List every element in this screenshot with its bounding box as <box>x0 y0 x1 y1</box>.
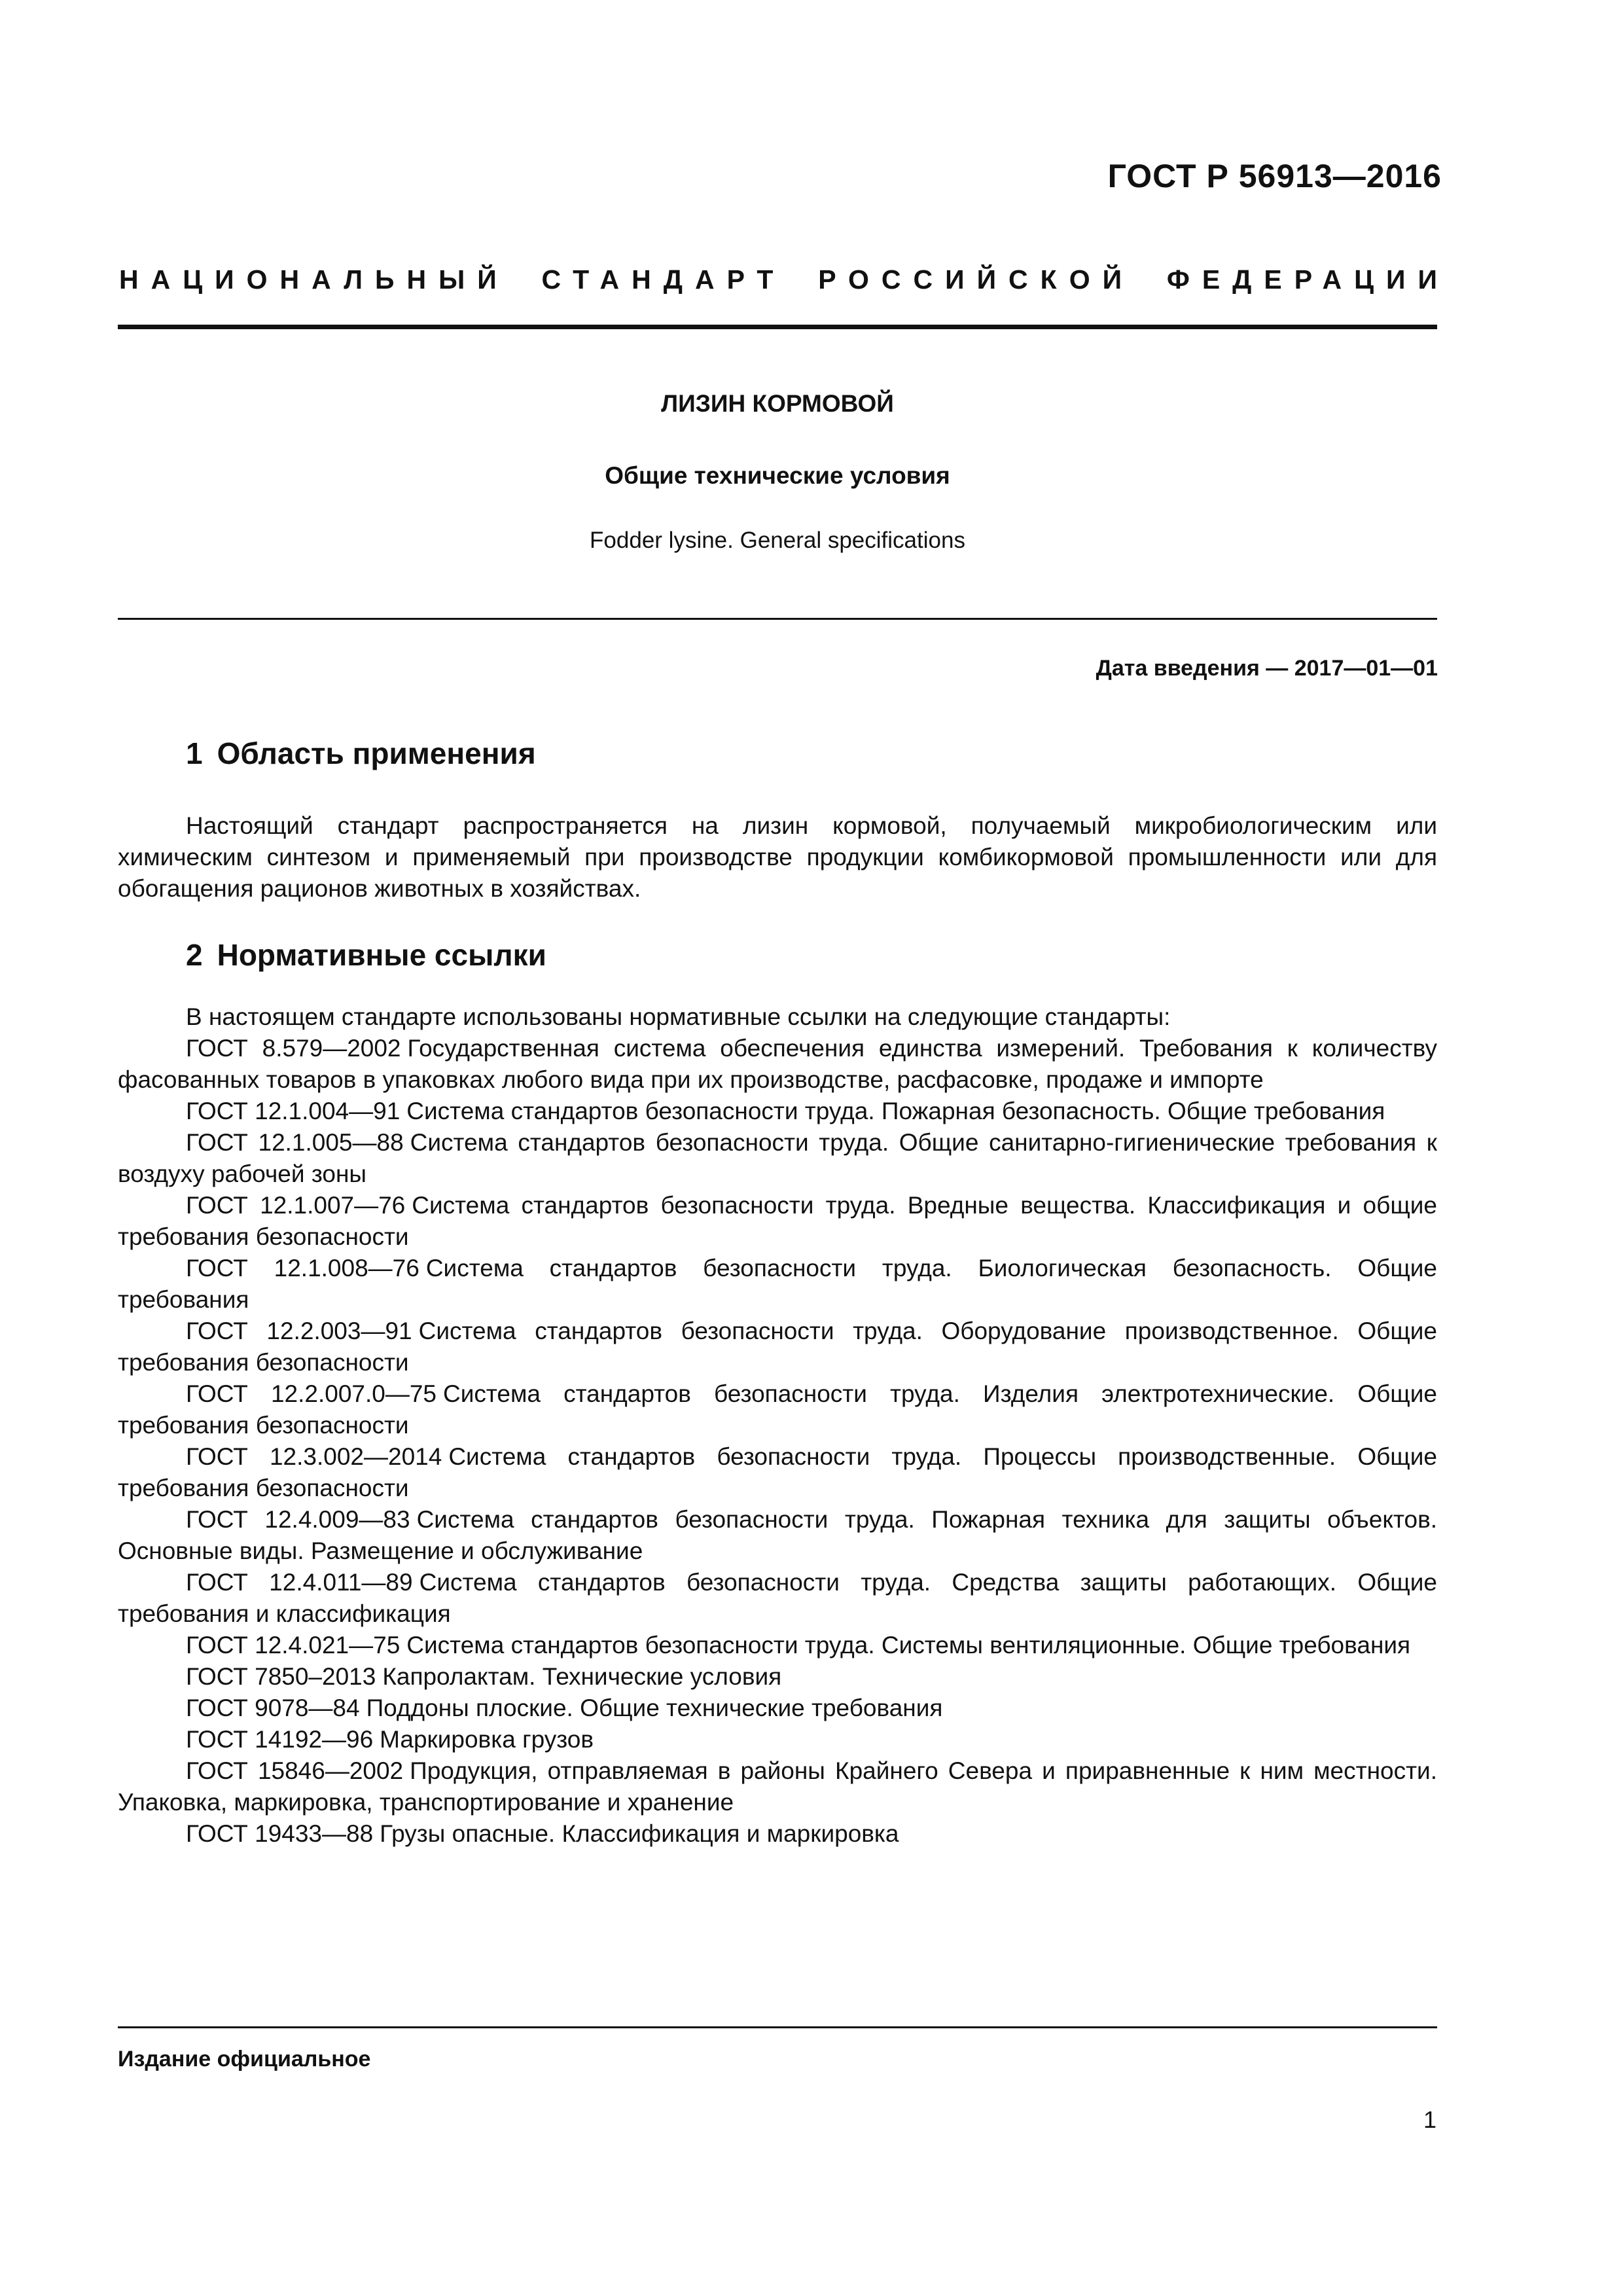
reference-title: Система стандартов безопасности труда. Процессы производственные. Общие требования безопасности <box>118 1443 1437 1501</box>
reference-code: ГОСТ 12.4.011—89 <box>186 1569 413 1596</box>
reference-title: Система стандартов безопасности труда. Биологическая безопасность. Общие требования <box>118 1255 1438 1313</box>
section-title: Область применения <box>217 736 536 770</box>
national-title-word: НАЦИОНАЛЬНЫЙ <box>119 264 509 295</box>
reference-item <box>118 1127 1437 1190</box>
reference-title: Система стандартов безопасности труда. Изделия электротехнические. Общие требования безопасности <box>118 1380 1437 1439</box>
header-divider <box>118 325 1437 329</box>
introduction-date: Дата введения — 2017—01—01 <box>1096 656 1438 681</box>
reference-code: ГОСТ 12.1.007—76 <box>186 1192 406 1219</box>
reference-item <box>118 1661 1437 1693</box>
reference-item <box>118 1818 1437 1850</box>
reference-item <box>118 1504 1437 1567</box>
reference-title: Система стандартов безопасности труда. Вредные вещества. Классификация и общие требования безопасности <box>118 1192 1438 1250</box>
reference-title: Система стандартов безопасности труда. Пожарная техника для защиты объектов. Основные виды. Размещение и обслуживание <box>118 1506 1438 1564</box>
standard-number: ГОСТ Р 56913—2016 <box>1107 158 1442 194</box>
national-title-word: ФЕДЕРАЦИИ <box>1166 264 1450 295</box>
reference-code: ГОСТ 7850–2013 <box>186 1663 376 1690</box>
reference-code: ГОСТ 12.3.002—2014 <box>186 1443 442 1470</box>
section-title: Нормативные ссылки <box>217 938 546 972</box>
reference-code: ГОСТ 12.1.004—91 <box>186 1098 401 1124</box>
reference-title: Поддоны плоские. Общие технические требования <box>366 1695 943 1721</box>
reference-title: Грузы опасные. Классификация и маркировка <box>380 1820 899 1847</box>
reference-code: ГОСТ 9078—84 <box>186 1695 360 1721</box>
national-standard-title <box>119 264 1450 295</box>
reference-code: ГОСТ 12.2.003—91 <box>186 1318 412 1344</box>
national-title-word: СТАНДАРТ <box>541 264 786 295</box>
reference-item <box>118 1316 1437 1378</box>
reference-code: ГОСТ 12.1.008—76 <box>186 1255 419 1282</box>
page-number: 1 <box>1423 2106 1436 2133</box>
reference-item <box>118 1441 1437 1504</box>
reference-code: ГОСТ 14192—96 <box>186 1726 374 1753</box>
national-title-word: РОССИЙСКОЙ <box>818 264 1135 295</box>
reference-item <box>118 1190 1437 1253</box>
reference-code: ГОСТ 12.4.009—83 <box>186 1506 410 1533</box>
reference-item <box>118 1693 1437 1724</box>
normative-references-list <box>118 1001 1437 1850</box>
reference-item <box>118 1567 1437 1630</box>
official-edition-note: Издание официальное <box>118 2047 371 2072</box>
document-title: ЛИЗИН КОРМОВОЙ <box>661 390 894 417</box>
references-intro: В настоящем стандарте использованы нормативные ссылки на следующие стандарты: <box>186 1003 1171 1030</box>
reference-title: Государственная система обеспечения единства измерений. Требования к количеству фасованных товаров в упаковках любого вида при их производстве, расфасовке, продаже и импорте <box>118 1035 1437 1093</box>
reference-title: Система стандартов безопасности труда. Оборудование производственное. Общие требования безопасности <box>118 1318 1438 1376</box>
document-english-title: Fodder lysine. General specifications <box>590 528 965 553</box>
reference-code: ГОСТ 8.579—2002 <box>186 1035 401 1062</box>
document-subtitle: Общие технические условия <box>605 462 950 489</box>
reference-code: ГОСТ 19433—88 <box>186 1820 374 1847</box>
reference-title: Маркировка грузов <box>380 1726 594 1753</box>
reference-item <box>118 1755 1437 1818</box>
reference-title: Продукция, отправляемая в районы Крайнего Севера и приравненные к ним местности. Упаковка, маркировка, транспортирование и хранение <box>118 1757 1437 1816</box>
reference-title: Система стандартов безопасности труда. Средства защиты работающих. Общие требования и классификация <box>118 1569 1437 1627</box>
section-heading-normative-references <box>186 937 546 973</box>
reference-item <box>118 1253 1437 1316</box>
reference-item <box>118 1378 1437 1441</box>
footer-divider <box>118 2026 1437 2028</box>
section-heading-scope <box>186 736 536 771</box>
scope-paragraph <box>118 810 1437 905</box>
reference-item <box>118 1096 1437 1127</box>
reference-code: ГОСТ 12.4.021—75 <box>186 1632 401 1659</box>
reference-item <box>118 1630 1437 1661</box>
reference-title: Система стандартов безопасности труда. Пожарная безопасность. Общие требования <box>406 1098 1385 1124</box>
title-divider <box>118 618 1437 620</box>
reference-title: Капролактам. Технические условия <box>382 1663 782 1690</box>
reference-code: ГОСТ 12.2.007.0—75 <box>186 1380 437 1407</box>
reference-item <box>118 1724 1437 1755</box>
reference-code: ГОСТ 12.1.005—88 <box>186 1129 404 1156</box>
reference-title: Система стандартов безопасности труда. Системы вентиляционные. Общие требования <box>406 1632 1411 1659</box>
section-number: 2 <box>186 938 203 972</box>
reference-item <box>118 1033 1437 1096</box>
scope-text: Настоящий стандарт распространяется на лизин кормовой, получаемый микробиологическим или химическим синтезом и применяемый при производстве продукции комбикормовой промышленности или для обогащения рационов животных в хозяйствах. <box>118 812 1437 902</box>
reference-code: ГОСТ 15846—2002 <box>186 1757 404 1784</box>
reference-title: Система стандартов безопасности труда. Общие санитарно-гигиенические требования к воздуху рабочей зоны <box>118 1129 1437 1187</box>
section-number: 1 <box>186 736 203 770</box>
